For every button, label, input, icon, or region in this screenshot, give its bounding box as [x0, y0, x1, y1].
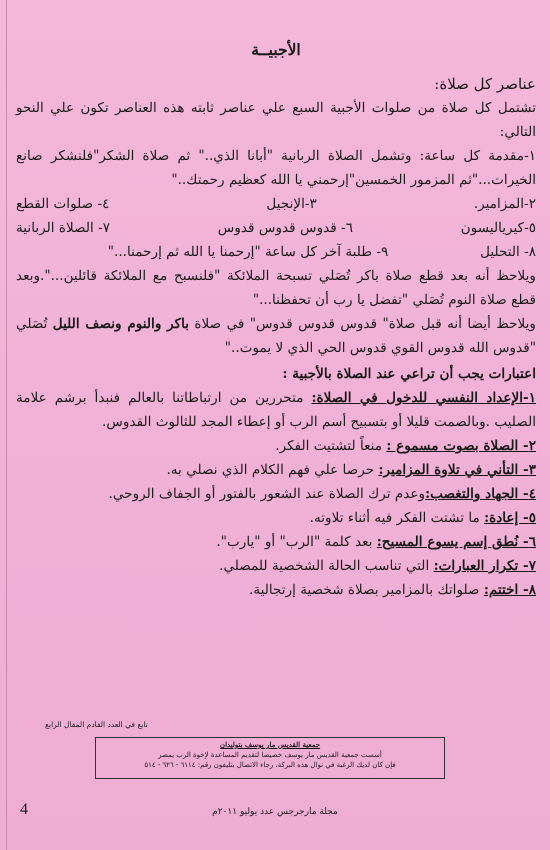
element-item-6: ٦- قدوس قدوس قدوس: [217, 220, 353, 236]
consideration-head: ٨- اختتم:: [483, 582, 536, 598]
note-1: ويلاحظ أنه بعد قطع صلاة باكر تُصَلي تسبحة الملائكة "فلنسبح مع الملائكة قائلين...".وبعد قطع صلاة النوم تُصَلي "تفضل يا رب أن تحفظنا...": [16, 268, 536, 308]
element-item-8: ٨- التحليل: [480, 244, 536, 260]
consideration-head: ٤- الجهاد والتغصب:: [425, 486, 536, 502]
consideration-item: [16, 506, 536, 530]
elements-row-3: [16, 240, 536, 264]
considerations-list: [16, 386, 536, 602]
element-item-4: ٤- صلوات القطع: [16, 196, 110, 212]
elements-row-2: [16, 216, 536, 240]
page-title: الأجبيــة: [251, 40, 301, 59]
element-item-2: ٢-المزامير.: [473, 196, 536, 212]
consideration-text: ما تشتت الفكر فيه أثناء تلاوته.: [309, 510, 485, 526]
consideration-text: حرصا علي فهم الكلام الذي نصلي به.: [166, 462, 379, 478]
consideration-text: وعدم ترك الصلاة عند الشعور بالفتور أو الجفاف الروحي.: [108, 486, 426, 502]
consideration-head: ٥- إعادة:: [484, 510, 536, 526]
consideration-text: بعد كلمة "الرب" أو "يارب".: [216, 534, 377, 550]
consideration-text: صلواتك بالمزامير بصلاة شخصية إرتجالية.: [249, 582, 484, 598]
subtitle: عناصر كل صلاة:: [434, 75, 536, 93]
consideration-head: ٢- الصلاة بصوت مسموع :: [386, 438, 536, 454]
consideration-text: التي تناسب الحالة الشخصية للمصلي.: [219, 558, 434, 574]
consideration-item: [16, 386, 536, 434]
element-item-1: ١-مقدمة كل ساعة: وتشمل الصلاة الربانية "أبانا الذي.." ثم صلاة الشكر"فلنشكر صانع الخيرات..."ثم المزمور الخمسين"إرحمني يا الله كعظيم رحمتك..": [16, 148, 536, 188]
note-2-post: تُصَلي "قدوس الله قدوس القوي قدوس الحي الذي لا يموت..": [16, 316, 536, 356]
consideration-item: [16, 434, 536, 458]
element-item-5: ٥-كيرياليسون: [460, 220, 536, 236]
element-item-9: ٩- طلبة آخر كل ساعة "إرحمنا يا الله ثم إرحمنا...": [107, 244, 389, 260]
element-item-7: ٧- الصلاة الربانية: [16, 220, 111, 236]
consideration-item: [16, 554, 536, 578]
article: [16, 40, 536, 602]
consideration-item: [16, 482, 536, 506]
consideration-head: ٦- نُطق إسم يسوع المسيح:: [376, 534, 536, 550]
society-notice-line-1: أسست جمعية القديس مار يوسف خصيصا لتقديم المساعدة لإخوة الرب بمصر: [158, 751, 382, 759]
note-2-bold: باكر والنوم ونصف الليل: [52, 316, 190, 332]
consideration-text: منعاً لتشتيت الفكر.: [275, 438, 387, 454]
note-2-pre: ويلاحظ أيضا أنه قبل صلاة" قدوس قدوس قدوس" في صلاة: [189, 316, 536, 332]
society-notice-line-2: فإن كان لديك الرغبة في نوال هذه البركة، رجاء الاتصال بتليفون رقم: ٦١١٤ - ٦٢٦ - ٥١٤: [144, 761, 396, 769]
consideration-text: متحررين من ارتباطاتنا بالعالم فنبدأ برشم علامة الصليب .وبالصمت قليلا أو بتسبيح أسم الرب أو إعطاء المجد للثالوث القدوس.: [16, 390, 536, 430]
consideration-head: ٣- التأني في تلاوة المزامير:: [378, 462, 536, 478]
society-notice-box: [95, 737, 445, 779]
consideration-item: [16, 458, 536, 482]
considerations-heading: اعتبارات يجب أن تراعي عند الصلاة بالأجبية :: [282, 366, 536, 382]
page-number: 4: [20, 801, 28, 818]
consideration-item: [16, 578, 536, 602]
element-item-3: ٣-الإنجيل: [266, 196, 317, 212]
intro-paragraph: تشتمل كل صلاة من صلوات الأجبية السبع علي عناصر ثابته هذه العناصر تكون علي النحو التالي:: [16, 100, 536, 140]
consideration-item: [16, 530, 536, 554]
consideration-head: ٧- تكرار العبارات:: [433, 558, 536, 574]
elements-row-1: [16, 192, 536, 216]
continued-note: تابع في العدد القادم المقال الرابع: [45, 720, 148, 729]
page-edge: [6, 0, 7, 850]
note-2: [16, 312, 536, 360]
society-notice-title: جمعية القديس مار يوسف بتوليدان: [219, 740, 321, 749]
consideration-head: ١-الإعداد النفسي للدخول في الصلاة:: [311, 390, 536, 406]
magazine-footer: مجلة مارجرجس عدد يوليو ٢٠١١م: [212, 807, 338, 817]
